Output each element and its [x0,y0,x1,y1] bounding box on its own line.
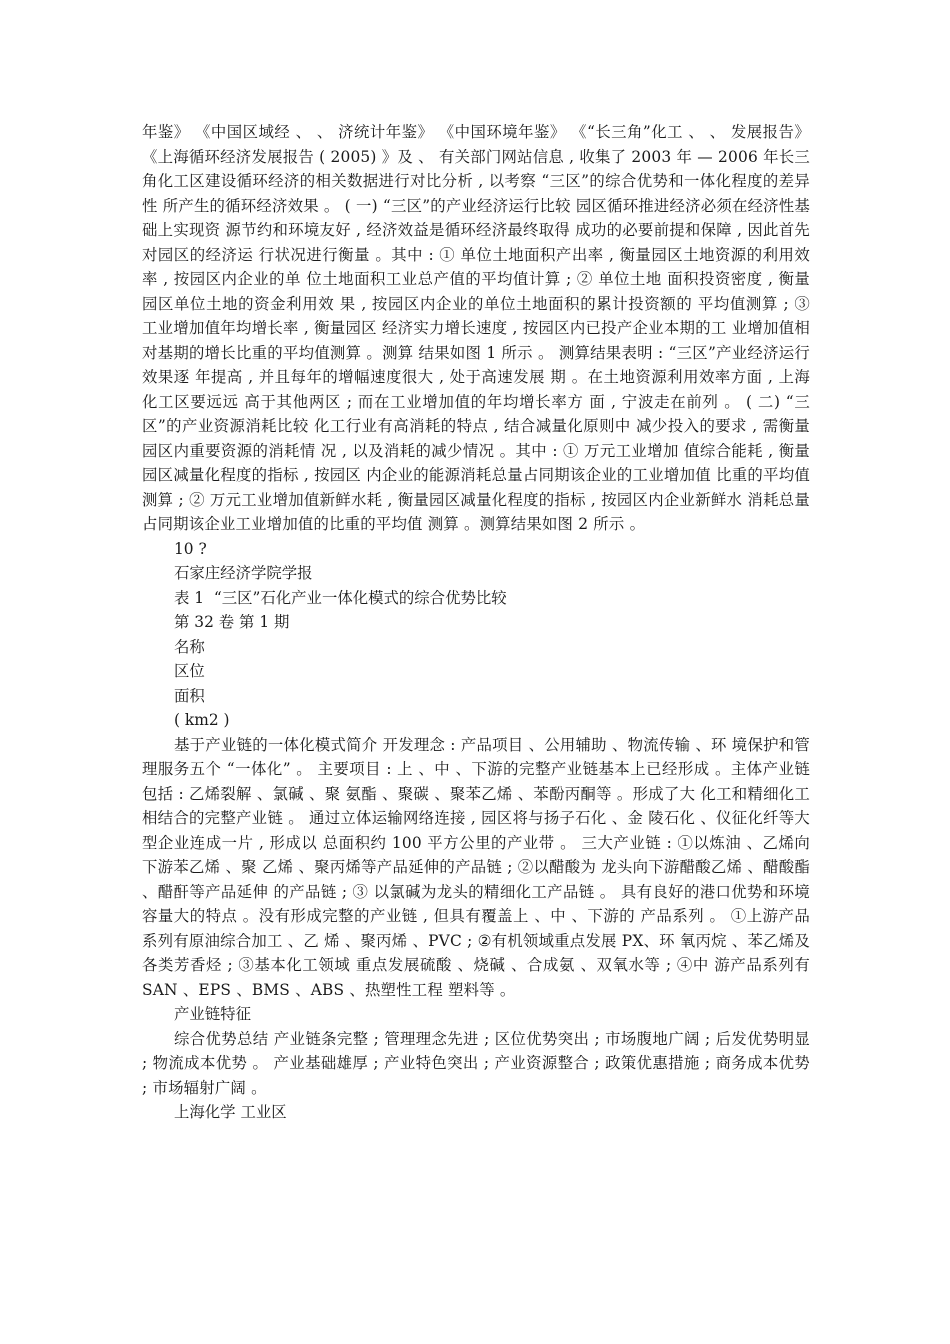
table-header-name: 名称 [174,637,205,656]
journal-name: 石家庄经济学院学报 [174,564,313,582]
volume-info: 第 32 卷 第 1 期 [174,613,290,631]
table-header-chain-features: 产业链特征 [174,1005,251,1023]
body-paragraph: 年鉴》 《中国区域经 、 、 济统计年鉴》 《中国环境年鉴》 《“长三角”化工 、 、 发展报告》 《上海循环经济发展报告 ( 2005) 》及 、 有关部门网站信息 , 收集了 2003 年 — 2006 年长三 角化工区建设循环经济的相关数据进行对比分析 , 以考察 “三区”的综合优势和一体化程度的差异性 所产生的循环经济效果 。 ( 一) “三区”的产业经济运行比较 园区循环推进经济必须在经济性基础上实现资 源节约和环境友好 , 经济效益是循环经济最终取得 成功的必要前提和保障 , 因此首先对园区的经济运 行状况进行衡量 。其中 : ① 单位土地面积产出率 , 衡量园区土地资源的利用效率 , 按园区内企业的单 位土地面积工业总产值的平均值计算 ; ② 单位土地 面积投资密度 , 衡量园区单位土地的资金利用效 果 , 按园区内企业的单位土地面积的累计投资额的 平均值测算 ; ③ 工业增加值年均增长率 , 衡量园区 经济实力增长速度 , 按园区内已投产企业本期的工 业增加值相对基期的增长比重的平均值测算 。测算 结果如图 1 所示 。 测算结果表明 : “三区”产业经济运行效果逐 年提高 , 并且每年的增幅速度很大 , 处于高速发展 期 。在土地资源利用效率方面 , 上海化工区要远远 高于其他两区 ; 而在工业增加值的年均增长率方 面 , 宁波走在前列 。 ( 二) “三区”的产业资源消耗比较 化工行业有高消耗的特点 , 结合减量化原则中 减少投入的要求 , 需衡量园区内重要资源的消耗情 况 , 以及消耗的减少情况 。其中 : ① 万元工业增加 值综合能耗 , 衡量园区减量化程度的指标 , 按园区 内企业的能源消耗总量占同期该企业的工业增加值 比重的平均值测算 ; ② 万元工业增加值新鲜水耗 , 衡量园区减量化程度的指标 , 按园区内企业新鲜水 消耗总量占同期该企业工业增加值的比重的平均值 测算 。测算结果如图 2 所示 。 [142,123,810,533]
table-header-location: 区位 [174,662,205,680]
table-caption: 表 1 “三区”石化产业一体化模式的综合优势比较 [174,588,507,607]
integration-model-paragraph: 基于产业链的一体化模式简介 开发理念 : 产品项目 、公用辅助 、物流传输 、环 境保护和管理服务五个 “一体化” 。 主要项目 : 上 、中 、下游的完整产业链基本上已经形成 。主体产业链包括 : 乙烯裂解 、氯碱 、聚 氨酯 、聚碳 、聚苯乙烯 、苯酚丙酮等 。形成了大 化工和精细化工相结合的完整产业链 。 通过立体运输网络连接 , 园区将与扬子石化 、金 陵石化 、仪征化纤等大型企业连成一片 , 形成以 总面积约 100 平方公里的产业带 。 三大产业链 : ①以炼油 、乙烯向下游苯乙烯 、聚 乙烯 、聚丙烯等产品延伸的产品链 ; ②以醋酸为 龙头向下游醋酸乙烯 、醋酸酯 、醋酐等产品延伸 的产品链 ; ③ 以氯碱为龙头的精细化工产品链 。 具有良好的港口优势和环境容量大的特点 。没有形成完整的产业链 , 但具有覆盖上 、中 、下游的 产品系列 。 ①上游产品系列有原油综合加工 、乙 烯 、聚丙烯 、PVC ; ②有机领域重点发展 PX、环 氧丙烷 、苯乙烯及各类芳香烃 ; ③基本化工领域 重点发展硫酸 、烧碱 、合成氨 、双氧水等 ; ④中 游产品系列有 SAN 、EPS 、BMS 、ABS 、热塑性工程 塑料等 。 [142,735,810,999]
document-page [142,120,810,1125]
table-header-area: 面积 [174,686,205,705]
advantage-summary-paragraph: 综合优势总结 产业链条完整 ; 管理理念先进 ; 区位优势突出 ; 市场腹地广阔 ; 后发优势明显 ; 物流成本优势 。 产业基础雄厚 ; 产业特色突出 ; 产业资源整合 ; 政策优惠措施 ; 商务成本优势 ; 市场辐射广阔 。 [142,1029,810,1097]
page-marker: 10 ? [174,539,207,558]
table-header-area-unit: ( km2 ) [174,711,230,729]
table-row-shanghai: 上海化学 工业区 [174,1103,287,1121]
